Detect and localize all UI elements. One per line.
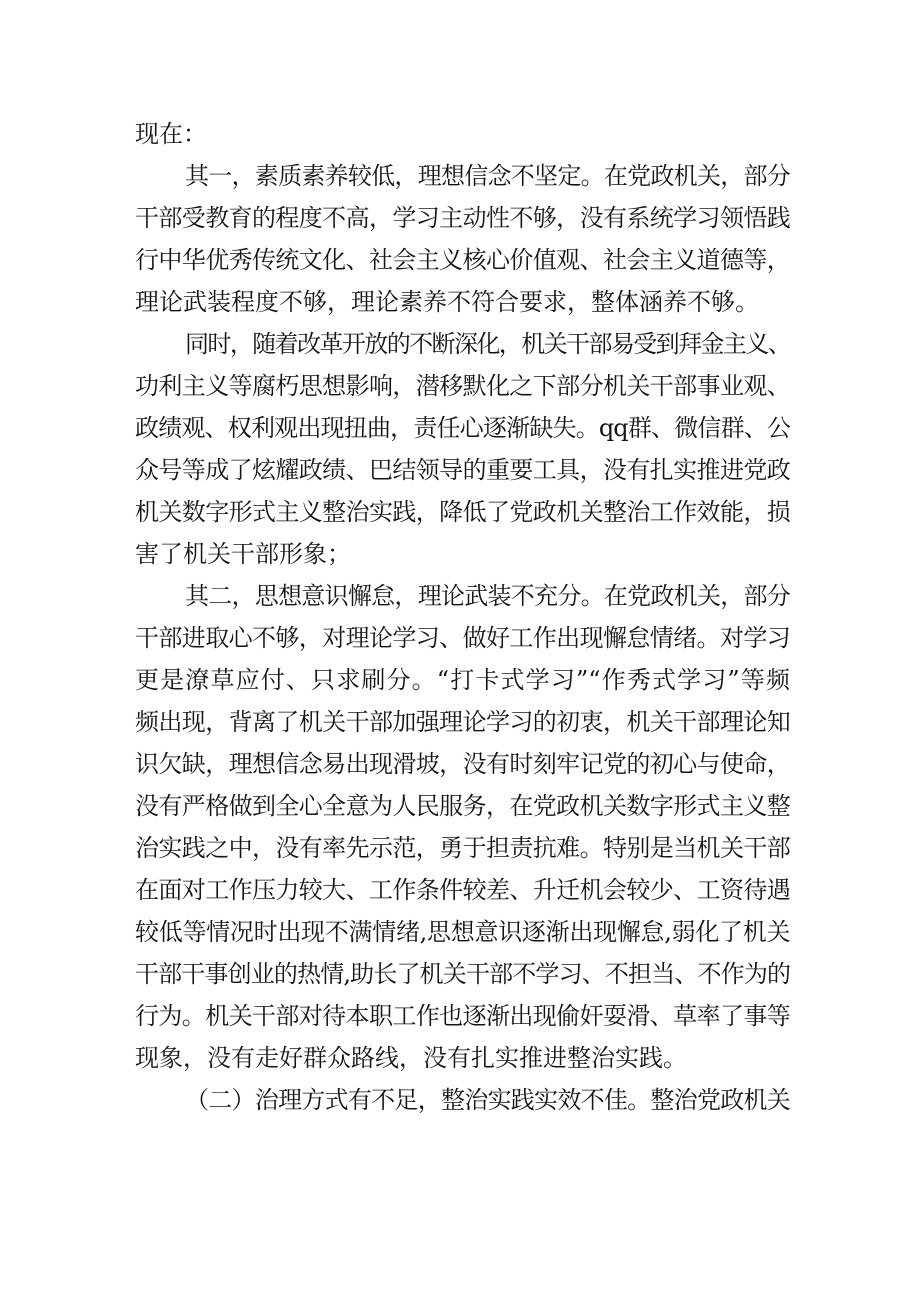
section-heading-line: （二）治理方式有不足，整治实践实效不佳。整治党政机关 [185,1086,790,1114]
text-line: 政绩观、权利观出现扭曲，责任心逐渐缺失。qq群、微信群、公 [135,414,790,442]
text-line: 频出现，背离了机关干部加强理论学习的初衷，机关干部理论知 [135,708,790,736]
text-line: 功利主义等腐朽思想影响，潜移默化之下部分机关干部事业观、 [135,372,790,400]
text-line: 理论武装程度不够，理论素养不符合要求，整体涵养不够。 [135,288,759,316]
paragraph-first-line: 其二，思想意识懈怠，理论武装不充分。在党政机关，部分 [185,582,790,610]
text-line: 干部干事创业的热情,助长了机关干部不学习、不担当、不作为的 [135,960,790,988]
text-line: 行为。机关干部对待本职工作也逐渐出现偷奸耍滑、草率了事等 [135,1002,790,1030]
text-line: 没有严格做到全心全意为人民服务，在党政机关数字形式主义整 [135,792,790,820]
text-line: 更是潦草应付、只求刷分。“打卡式学习”“作秀式学习”等频 [135,666,790,694]
text-line: 在面对工作压力较大、工作条件较差、升迁机会较少、工资待遇 [135,876,790,904]
paragraph-first-line: 其一，素质素养较低，理想信念不坚定。在党政机关，部分 [185,162,790,190]
text-line: 干部受教育的程度不高，学习主动性不够，没有系统学习领悟践 [135,204,790,232]
body-text [135,113,790,1121]
text-line: 较低等情况时出现不满情绪,思想意识逐渐出现懈怠,弱化了机关 [135,918,790,946]
paragraph-first-line: 同时，随着改革开放的不断深化，机关干部易受到拜金主义、 [185,330,790,358]
text-line: 现在： [135,120,207,148]
text-line: 现象，没有走好群众路线，没有扎实推进整治实践。 [135,1044,687,1072]
text-line: 干部进取心不够，对理论学习、做好工作出现懈怠情绪。对学习 [135,624,790,652]
text-line: 害了机关干部形象； [135,540,351,568]
text-line: 众号等成了炫耀政绩、巴结领导的重要工具，没有扎实推进党政 [135,456,790,484]
text-line: 行中华优秀传统文化、社会主义核心价值观、社会主义道德等， [135,246,790,274]
text-line: 治实践之中，没有率先示范，勇于担责抗难。特别是当机关干部 [135,834,790,862]
text-line: 识欠缺，理想信念易出现滑坡，没有时刻牢记党的初心与使命， [135,750,790,778]
text-line: 机关数字形式主义整治实践，降低了党政机关整治工作效能，损 [135,498,790,526]
